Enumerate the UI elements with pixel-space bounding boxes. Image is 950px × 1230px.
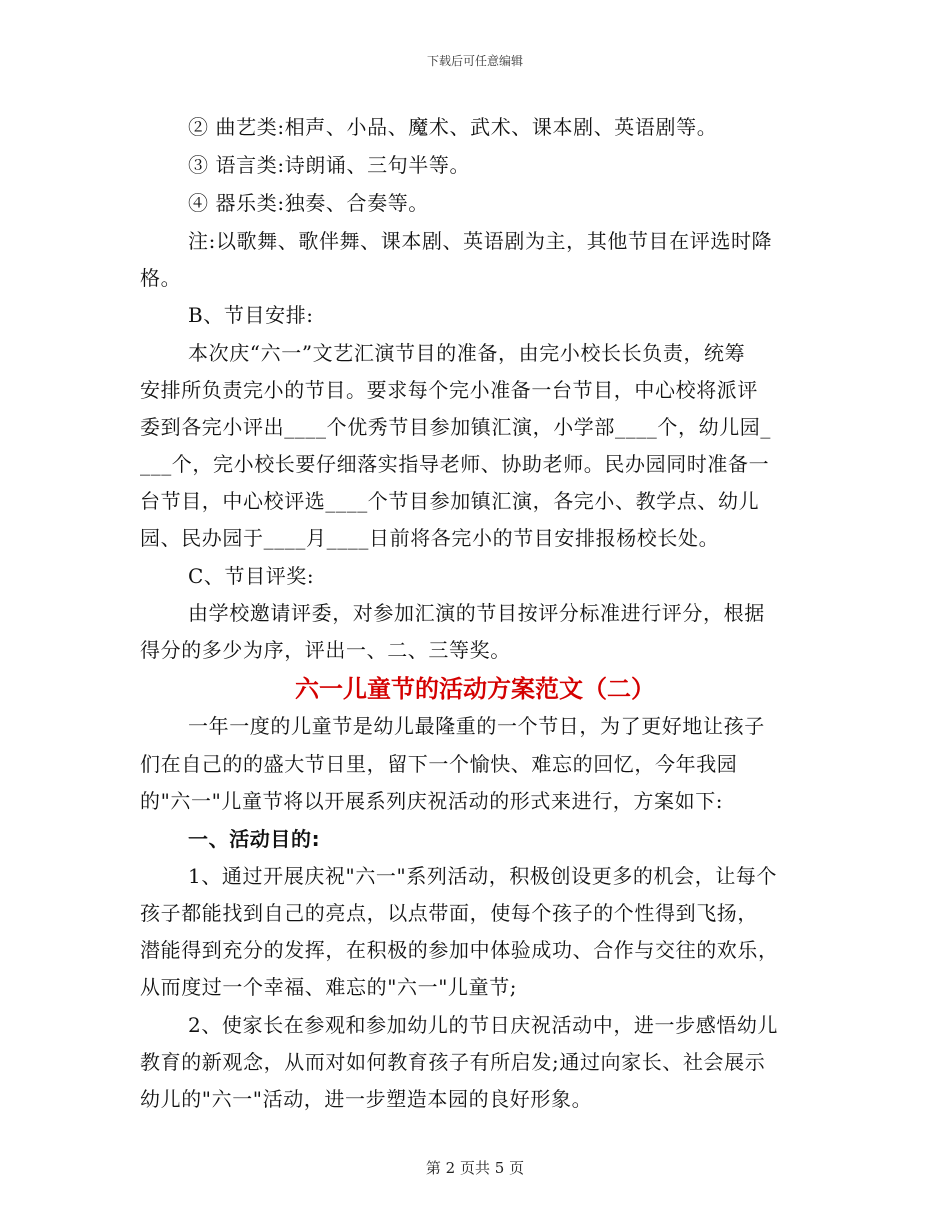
subsection-heading: 一、活动目的: <box>188 827 321 851</box>
section-heading: C、节目评奖: <box>188 564 315 588</box>
body-line: 安排所负责完小的节目。要求每个完小准备一台节目，中心校将派评 <box>140 378 758 402</box>
body-line: ③ 语言类:诗朗诵、三句半等。 <box>188 153 471 177</box>
section-title: 六一儿童节的活动方案范文（二） <box>295 675 655 703</box>
body-line: 教育的新观念，从而对如何教育孩子有所启发;通过向家长、社会展示 <box>140 1050 766 1074</box>
body-line: 注:以歌舞、歌伴舞、课本剧、英语剧为主，其他节目在评选时降 <box>188 229 773 253</box>
body-line: 由学校邀请评委，对参加汇演的节目按评分标准进行评分，根据 <box>188 601 765 625</box>
body-line: 得分的多少为序，评出一、二、三等奖。 <box>140 638 511 662</box>
body-line: 园、民办园于____月____日前将各完小的节目安排报杨校长处。 <box>140 526 720 550</box>
body-line: 台节目，中心校评选____个节目参加镇汇演，各完小、教学点、幼儿 <box>140 489 760 513</box>
body-line: 的"六一"儿童节将以开展系列庆祝活动的形式来进行，方案如下: <box>140 789 724 813</box>
body-line: 幼儿的"六一"活动，进一步塑造本园的良好形象。 <box>140 1087 593 1111</box>
body-line: 一年一度的儿童节是幼儿最隆重的一个节日，为了更好地让孩子 <box>188 714 765 738</box>
body-line: ④ 器乐类:独奏、合奏等。 <box>188 191 429 215</box>
body-line: 们在自己的的盛大节日里，留下一个愉快、难忘的回忆，今年我园 <box>140 752 738 776</box>
body-line: ___个，完小校长要仔细落实指导老师、协助老师。民办园同时准备一 <box>140 452 770 476</box>
body-line: 1、通过开展庆祝"六一"系列活动，积极创设更多的机会，让每个 <box>188 864 778 888</box>
body-line: ② 曲艺类:相声、小品、魔术、武术、课本剧、英语剧等。 <box>188 115 718 139</box>
page-footer: 第 2 页共 5 页 <box>425 1159 525 1177</box>
body-line: 本次庆“六一”文艺汇演节目的准备，由完小校长长负责，统筹 <box>188 341 746 365</box>
body-line: 从而度过一个幸福、难忘的"六一"儿童节; <box>140 975 518 999</box>
page-header: 下载后可任意编辑 <box>426 54 523 68</box>
body-line: 2、使家长在参观和参加幼儿的节日庆祝活动中，进一步感悟幼儿 <box>188 1013 779 1037</box>
body-line: 委到各完小评出____个优秀节目参加镇汇演，小学部____个，幼儿园_ <box>140 415 771 439</box>
section-heading: B、节目安排: <box>188 303 314 327</box>
body-line: 格。 <box>140 266 182 290</box>
body-line: 孩子都能找到自己的亮点，以点带面，使每个孩子的个性得到飞扬， <box>140 901 758 925</box>
body-line: 潜能得到充分的发挥，在积极的参加中体验成功、合作与交往的欢乐， <box>140 938 779 962</box>
